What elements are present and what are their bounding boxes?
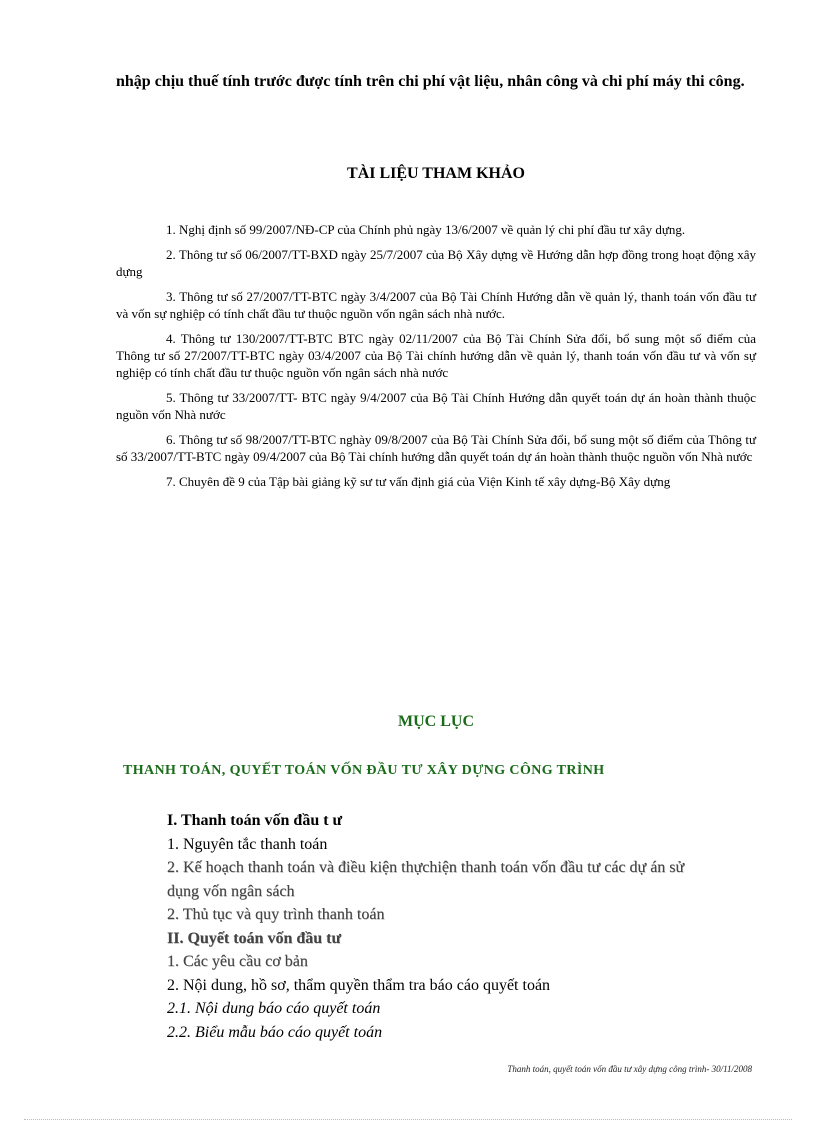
toc-item[interactable]: 1. Các yêu cầu cơ bản xyxy=(167,953,308,970)
reference-item: 4. Thông tư 130/2007/TT-BTC BTC ngày 02/11/2007 của Bộ Tài Chính Sửa đổi, bổ sung một số điểm của Thông tư số 27/2007/TT-BTC ngày 03/4/2007 của Bộ Tài chính hướng dẫn về quản lý, thanh toán vốn đầu tư và vốn sự nghiệp có tính chất đầu tư thuộc nguồn vốn ngân sách nhà nước xyxy=(116,331,756,380)
page-footer: Thanh toán, quyết toán vốn đầu tư xây dựng công trình- 30/11/2008 xyxy=(507,1064,752,1074)
references-list xyxy=(116,221,756,498)
toc-item[interactable]: 1. Nguyên tắc thanh toán xyxy=(167,835,328,853)
toc-item[interactable]: 2. Nội dung, hồ sơ, thẩm quyền thẩm tra báo cáo quyết toán xyxy=(167,976,551,994)
page-bottom-divider xyxy=(24,1119,792,1120)
reference-item: 2. Thông tư số 06/2007/TT-BXD ngày 25/7/2007 của Bộ Xây dựng về Hướng dẫn hợp đồng trong hoạt động xây dựng xyxy=(116,247,756,279)
reference-item: 6. Thông tư số 98/2007/TT-BTC nghày 09/8/2007 của Bộ Tài Chính Sửa đổi, bổ sung một số điểm của Thông tư số 33/2007/TT-BTC ngày 09/4/2007 của Bộ Tài chính hướng dẫn quyết toán dự án hoàn thành thuộc nguồn vốn Nhà nước xyxy=(116,432,756,464)
toc-item-section-2[interactable]: II. Quyết toán vốn đầu tư xyxy=(167,929,342,947)
toc-item-section-1[interactable]: I. Thanh toán vốn đầu t ư xyxy=(167,812,343,829)
intro-paragraph: nhập chịu thuế tính trước được tính trên chi phí vật liệu, nhân công và chi phí máy thi công. xyxy=(116,73,745,90)
reference-item: 3. Thông tư số 27/2007/TT-BTC ngày 3/4/2007 của Bộ Tài Chính Hướng dẫn về quản lý, thanh toán vốn đầu tư và vốn sự nghiệp có tính chất đầu tư thuộc nguồn vốn ngân sách nhà nước. xyxy=(116,289,756,321)
reference-item: 7. Chuyên đề 9 của Tập bài giảng kỹ sư tư vấn định giá của Viện Kinh tế xây dựng-Bộ Xây dựng xyxy=(166,474,671,489)
references-title: TÀI LIỆU THAM KHẢO xyxy=(347,165,525,182)
toc-list xyxy=(167,809,687,1044)
toc-item[interactable]: 2.2. Biểu mẫu báo cáo quyết toán xyxy=(167,1023,383,1041)
reference-item: 5. Thông tư 33/2007/TT- BTC ngày 9/4/2007 của Bộ Tài Chính Hướng dẫn quyết toán dự án hoàn thành thuộc nguồn vốn Nhà nước xyxy=(116,390,756,422)
toc-item[interactable]: 2.1. Nội dung báo cáo quyết toán xyxy=(167,1000,381,1017)
toc-item[interactable]: 2. Kế hoạch thanh toán và điều kiện thựchiện thanh toán vốn đầu tư các dự án sử dụng vốn ngân sách xyxy=(167,859,685,900)
toc-heading: THANH TOÁN, QUYẾT TOÁN VỐN ĐẦU TƯ XÂY DỰNG CÔNG TRÌNH xyxy=(123,763,605,778)
reference-item: 1. Nghị định số 99/2007/NĐ-CP của Chính phủ ngày 13/6/2007 về quản lý chi phí đầu tư xây dựng. xyxy=(166,222,686,237)
toc-title: MỤC LỤC xyxy=(398,713,474,730)
toc-item[interactable]: 2. Thủ tục và quy trình thanh toán xyxy=(167,906,385,923)
